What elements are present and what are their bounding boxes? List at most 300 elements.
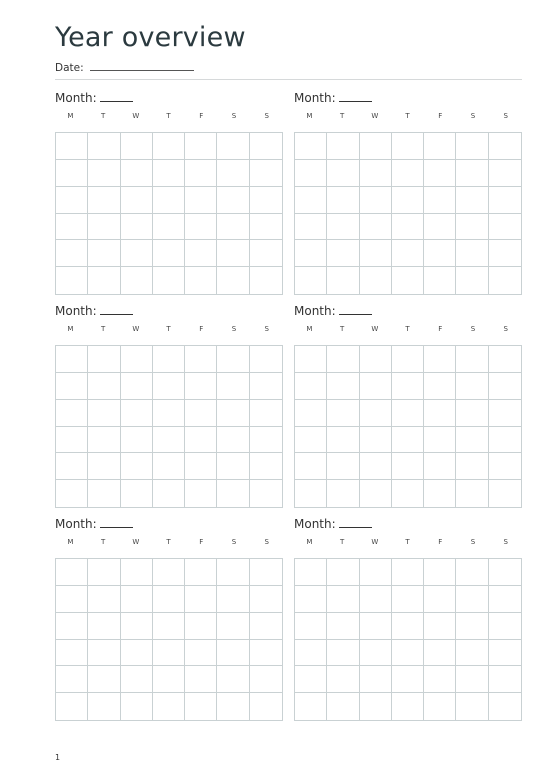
- calendar-cell: [424, 373, 456, 400]
- calendar-cell: [295, 666, 327, 693]
- weekday-header: [294, 325, 523, 335]
- weekday-label: F: [438, 538, 443, 546]
- calendar-cell: [153, 373, 185, 400]
- calendar-cell: [56, 427, 88, 454]
- calendar-cell: [217, 267, 249, 294]
- weekday-header: [294, 112, 523, 122]
- calendar-cell: [121, 453, 153, 480]
- weekday-label: T: [166, 325, 171, 333]
- calendar-cell: [153, 267, 185, 294]
- calendar-cell: [185, 666, 217, 693]
- calendar-cell: [217, 613, 249, 640]
- calendar-cell: [56, 240, 88, 267]
- weekday-label: M: [67, 325, 74, 333]
- calendar-cell: [185, 427, 217, 454]
- calendar-cell: [295, 214, 327, 241]
- weekday-label: S: [470, 112, 476, 120]
- calendar-cell: [327, 693, 359, 720]
- calendar-cell: [185, 187, 217, 214]
- calendar-cell: [185, 160, 217, 187]
- calendar-cell: [360, 133, 392, 160]
- weekday-header: [55, 112, 284, 122]
- calendar-cell: [424, 640, 456, 667]
- weekday-header: [294, 538, 523, 548]
- calendar-cell: [424, 480, 456, 507]
- calendar-cell: [489, 613, 521, 640]
- calendar-cell: [217, 480, 249, 507]
- weekday-label: T: [339, 538, 345, 546]
- calendar-cell: [121, 240, 153, 267]
- calendar-cell: [327, 133, 359, 160]
- calendar-cell: [327, 214, 359, 241]
- calendar-cell: [56, 346, 88, 373]
- calendar-cell: [88, 453, 120, 480]
- calendar-cell: [56, 453, 88, 480]
- calendar-cell: [456, 640, 488, 667]
- calendar-grid: [55, 345, 283, 508]
- calendar-cell: [250, 586, 282, 613]
- calendar-cell: [424, 559, 456, 586]
- calendar-cell: [295, 640, 327, 667]
- calendar-cell: [327, 666, 359, 693]
- calendar-cell: [56, 267, 88, 294]
- weekday-label: S: [503, 112, 508, 120]
- calendar-cell: [327, 267, 359, 294]
- calendar-cell: [392, 613, 424, 640]
- weekday-label: M: [67, 112, 74, 120]
- calendar-cell: [456, 373, 488, 400]
- weekday-label: T: [405, 538, 410, 546]
- calendar-cell: [424, 613, 456, 640]
- calendar-cell: [424, 453, 456, 480]
- calendar-cell: [392, 214, 424, 241]
- calendar-cell: [424, 666, 456, 693]
- calendar-cell: [456, 267, 488, 294]
- calendar-cell: [121, 586, 153, 613]
- calendar-cell: [392, 400, 424, 427]
- calendar-cell: [88, 187, 120, 214]
- calendar-cell: [295, 559, 327, 586]
- calendar-cell: [88, 267, 120, 294]
- calendar-cell: [153, 453, 185, 480]
- weekday-label: T: [100, 325, 106, 333]
- calendar-cell: [392, 640, 424, 667]
- calendar-cell: [360, 480, 392, 507]
- calendar-cell: [424, 586, 456, 613]
- weekday-label: T: [339, 112, 345, 120]
- weekday-label: S: [231, 112, 237, 120]
- calendar-cell: [456, 346, 488, 373]
- calendar-cell: [153, 133, 185, 160]
- calendar-grid: [55, 558, 283, 721]
- calendar-cell: [217, 559, 249, 586]
- weekday-label: W: [132, 325, 140, 333]
- calendar-cell: [250, 373, 282, 400]
- weekday-label: T: [166, 538, 171, 546]
- month-label-text: Month:: [55, 517, 97, 531]
- calendar-cell: [456, 400, 488, 427]
- calendar-cell: [88, 214, 120, 241]
- calendar-cell: [250, 693, 282, 720]
- calendar-grid: [294, 345, 522, 508]
- weekday-label: M: [306, 325, 313, 333]
- calendar-cell: [121, 613, 153, 640]
- calendar-cell: [217, 373, 249, 400]
- calendar-cell: [88, 613, 120, 640]
- calendar-cell: [88, 133, 120, 160]
- weekday-label: S: [264, 112, 269, 120]
- weekday-label: T: [405, 112, 410, 120]
- calendar-cell: [327, 187, 359, 214]
- calendar-cell: [327, 400, 359, 427]
- calendar-cell: [56, 613, 88, 640]
- calendar-cell: [185, 613, 217, 640]
- calendar-cell: [360, 214, 392, 241]
- calendar-cell: [392, 160, 424, 187]
- calendar-cell: [424, 187, 456, 214]
- calendar-cell: [185, 480, 217, 507]
- calendar-cell: [456, 187, 488, 214]
- calendar-cell: [489, 586, 521, 613]
- calendar-cell: [121, 693, 153, 720]
- weekday-label: M: [306, 538, 313, 546]
- month-label-text: Month:: [55, 91, 97, 105]
- calendar-cell: [250, 400, 282, 427]
- calendar-cell: [153, 187, 185, 214]
- calendar-cell: [489, 267, 521, 294]
- calendar-cell: [327, 427, 359, 454]
- calendar-cell: [424, 693, 456, 720]
- weekday-label: F: [199, 538, 204, 546]
- calendar-cell: [295, 240, 327, 267]
- calendar-cell: [250, 240, 282, 267]
- calendar-cell: [121, 133, 153, 160]
- calendar-cell: [250, 133, 282, 160]
- calendar-cell: [392, 427, 424, 454]
- calendar-cell: [360, 187, 392, 214]
- calendar-cell: [121, 346, 153, 373]
- calendar-cell: [185, 586, 217, 613]
- calendar-grid: [55, 132, 283, 295]
- calendar-cell: [456, 427, 488, 454]
- calendar-cell: [392, 133, 424, 160]
- calendar-cell: [185, 559, 217, 586]
- calendar-cell: [392, 693, 424, 720]
- calendar-cell: [360, 240, 392, 267]
- month-label: [294, 90, 372, 105]
- calendar-cell: [153, 346, 185, 373]
- calendar-cell: [250, 427, 282, 454]
- calendar-cell: [153, 586, 185, 613]
- calendar-cell: [88, 666, 120, 693]
- month-label: [55, 90, 133, 105]
- calendar-cell: [360, 453, 392, 480]
- calendar-cell: [217, 453, 249, 480]
- calendar-cell: [392, 586, 424, 613]
- month-label: [55, 303, 133, 318]
- weekday-label: F: [199, 325, 204, 333]
- month-label-text: Month:: [294, 304, 336, 318]
- calendar-cell: [456, 453, 488, 480]
- calendar-cell: [217, 666, 249, 693]
- calendar-cell: [360, 640, 392, 667]
- calendar-cell: [217, 640, 249, 667]
- month-label: [294, 303, 372, 318]
- calendar-cell: [121, 214, 153, 241]
- calendar-cell: [327, 640, 359, 667]
- weekday-label: T: [166, 112, 171, 120]
- weekday-label: S: [470, 325, 476, 333]
- calendar-cell: [392, 666, 424, 693]
- date-field: [55, 60, 194, 74]
- calendar-cell: [185, 214, 217, 241]
- page-number: 1: [55, 753, 61, 762]
- calendar-cell: [153, 613, 185, 640]
- calendar-cell: [489, 346, 521, 373]
- calendar-cell: [424, 427, 456, 454]
- calendar-cell: [456, 586, 488, 613]
- calendar-cell: [88, 427, 120, 454]
- calendar-cell: [327, 373, 359, 400]
- calendar-cell: [250, 214, 282, 241]
- weekday-label: T: [339, 325, 345, 333]
- calendar-cell: [250, 640, 282, 667]
- weekday-label: W: [132, 112, 140, 120]
- weekday-label: F: [438, 112, 443, 120]
- calendar-cell: [456, 613, 488, 640]
- weekday-label: F: [199, 112, 204, 120]
- weekday-label: S: [503, 325, 508, 333]
- month-blank-line: [100, 516, 133, 528]
- calendar-cell: [456, 666, 488, 693]
- calendar-cell: [56, 214, 88, 241]
- month-blank-line: [339, 303, 372, 315]
- weekday-label: M: [306, 112, 313, 120]
- calendar-cell: [88, 240, 120, 267]
- calendar-cell: [424, 400, 456, 427]
- month-blank-line: [100, 90, 133, 102]
- calendar-cell: [327, 453, 359, 480]
- calendar-cell: [295, 187, 327, 214]
- calendar-cell: [56, 693, 88, 720]
- calendar-cell: [360, 373, 392, 400]
- weekday-label: M: [67, 538, 74, 546]
- calendar-cell: [153, 400, 185, 427]
- calendar-cell: [217, 400, 249, 427]
- calendar-cell: [56, 666, 88, 693]
- calendar-cell: [327, 480, 359, 507]
- calendar-cell: [217, 133, 249, 160]
- calendar-cell: [424, 267, 456, 294]
- weekday-label: T: [405, 325, 410, 333]
- month-blank-line: [339, 90, 372, 102]
- calendar-cell: [489, 187, 521, 214]
- weekday-label: S: [264, 538, 269, 546]
- calendar-cell: [295, 400, 327, 427]
- calendar-cell: [153, 559, 185, 586]
- calendar-cell: [250, 453, 282, 480]
- calendar-cell: [217, 693, 249, 720]
- calendar-cell: [489, 160, 521, 187]
- weekday-label: S: [264, 325, 269, 333]
- calendar-cell: [456, 559, 488, 586]
- calendar-grid: [294, 132, 522, 295]
- calendar-cell: [56, 400, 88, 427]
- calendar-cell: [424, 240, 456, 267]
- calendar-cell: [327, 240, 359, 267]
- calendar-cell: [489, 453, 521, 480]
- calendar-cell: [121, 427, 153, 454]
- calendar-cell: [489, 640, 521, 667]
- calendar-cell: [56, 480, 88, 507]
- calendar-cell: [489, 400, 521, 427]
- calendar-cell: [153, 693, 185, 720]
- calendar-cell: [217, 346, 249, 373]
- calendar-cell: [360, 666, 392, 693]
- month-label-text: Month:: [294, 91, 336, 105]
- weekday-label: W: [371, 325, 379, 333]
- weekday-label: T: [100, 112, 106, 120]
- calendar-cell: [217, 214, 249, 241]
- calendar-cell: [56, 640, 88, 667]
- calendar-cell: [360, 427, 392, 454]
- calendar-cell: [56, 559, 88, 586]
- calendar-cell: [295, 480, 327, 507]
- calendar-cell: [456, 160, 488, 187]
- calendar-cell: [185, 267, 217, 294]
- date-blank-line: [90, 60, 194, 71]
- calendar-cell: [392, 346, 424, 373]
- calendar-cell: [88, 400, 120, 427]
- calendar-cell: [121, 267, 153, 294]
- calendar-cell: [185, 453, 217, 480]
- calendar-cell: [295, 613, 327, 640]
- calendar-cell: [489, 693, 521, 720]
- calendar-cell: [295, 267, 327, 294]
- calendar-cell: [327, 346, 359, 373]
- calendar-cell: [489, 480, 521, 507]
- calendar-cell: [250, 666, 282, 693]
- calendar-cell: [185, 373, 217, 400]
- calendar-cell: [392, 240, 424, 267]
- calendar-cell: [456, 693, 488, 720]
- calendar-cell: [88, 160, 120, 187]
- month-label: [55, 516, 133, 531]
- calendar-cell: [392, 267, 424, 294]
- calendar-cell: [250, 559, 282, 586]
- calendar-cell: [185, 346, 217, 373]
- calendar-cell: [456, 240, 488, 267]
- calendar-cell: [250, 613, 282, 640]
- calendar-cell: [217, 160, 249, 187]
- weekday-label: S: [231, 325, 237, 333]
- calendar-cell: [456, 133, 488, 160]
- calendar-cell: [424, 133, 456, 160]
- calendar-cell: [88, 693, 120, 720]
- calendar-cell: [489, 559, 521, 586]
- weekday-label: W: [371, 112, 379, 120]
- weekday-label: S: [470, 538, 476, 546]
- calendar-cell: [360, 586, 392, 613]
- calendar-cell: [153, 666, 185, 693]
- calendar-cell: [250, 346, 282, 373]
- calendar-cell: [327, 160, 359, 187]
- header-divider: [55, 79, 522, 80]
- calendar-cell: [56, 187, 88, 214]
- calendar-cell: [121, 160, 153, 187]
- calendar-cell: [88, 480, 120, 507]
- calendar-cell: [489, 133, 521, 160]
- calendar-cell: [185, 400, 217, 427]
- calendar-cell: [489, 214, 521, 241]
- weekday-label: T: [100, 538, 106, 546]
- month-blank-line: [339, 516, 372, 528]
- calendar-cell: [392, 453, 424, 480]
- calendar-cell: [185, 133, 217, 160]
- calendar-cell: [121, 480, 153, 507]
- calendar-cell: [153, 160, 185, 187]
- calendar-cell: [489, 666, 521, 693]
- page-title: Year overview: [55, 22, 246, 53]
- calendar-cell: [153, 427, 185, 454]
- weekday-label: W: [132, 538, 140, 546]
- weekday-header: [55, 325, 284, 335]
- calendar-cell: [88, 586, 120, 613]
- calendar-cell: [217, 427, 249, 454]
- calendar-cell: [121, 559, 153, 586]
- calendar-cell: [121, 373, 153, 400]
- calendar-cell: [121, 187, 153, 214]
- calendar-cell: [217, 586, 249, 613]
- calendar-grid: [294, 558, 522, 721]
- calendar-cell: [153, 640, 185, 667]
- calendar-cell: [489, 373, 521, 400]
- calendar-cell: [217, 240, 249, 267]
- calendar-cell: [295, 427, 327, 454]
- month-label: [294, 516, 372, 531]
- calendar-cell: [121, 640, 153, 667]
- calendar-cell: [295, 133, 327, 160]
- calendar-cell: [250, 187, 282, 214]
- calendar-cell: [88, 373, 120, 400]
- calendar-cell: [88, 346, 120, 373]
- calendar-cell: [327, 613, 359, 640]
- calendar-cell: [185, 240, 217, 267]
- calendar-cell: [56, 160, 88, 187]
- calendar-cell: [489, 240, 521, 267]
- calendar-cell: [360, 693, 392, 720]
- calendar-cell: [360, 613, 392, 640]
- calendar-cell: [295, 586, 327, 613]
- calendar-cell: [56, 373, 88, 400]
- calendar-cell: [327, 586, 359, 613]
- calendar-cell: [295, 373, 327, 400]
- calendar-cell: [88, 559, 120, 586]
- month-label-text: Month:: [55, 304, 97, 318]
- calendar-cell: [250, 267, 282, 294]
- calendar-cell: [121, 666, 153, 693]
- month-label-text: Month:: [294, 517, 336, 531]
- calendar-cell: [153, 240, 185, 267]
- weekday-label: S: [503, 538, 508, 546]
- calendar-cell: [295, 346, 327, 373]
- calendar-cell: [424, 214, 456, 241]
- calendar-cell: [295, 453, 327, 480]
- calendar-cell: [456, 480, 488, 507]
- date-label: Date:: [55, 62, 84, 74]
- calendar-cell: [360, 267, 392, 294]
- calendar-cell: [360, 160, 392, 187]
